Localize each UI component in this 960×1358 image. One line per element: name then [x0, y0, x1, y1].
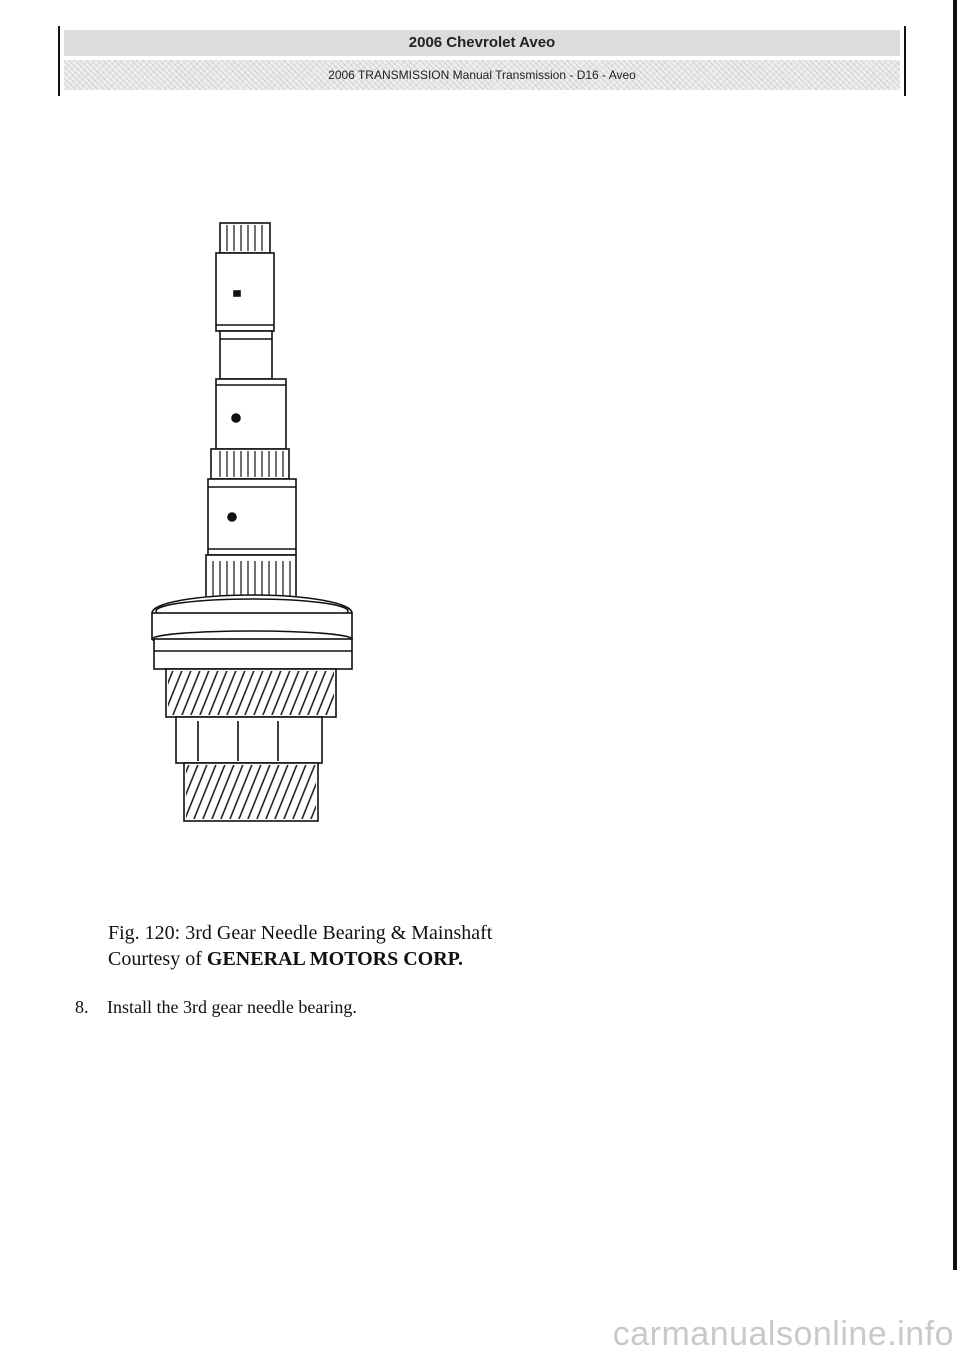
- figure-caption: Fig. 120: 3rd Gear Needle Bearing & Mainshaft: [108, 922, 493, 944]
- header-subtitle: 2006 TRANSMISSION Manual Transmission - D16 - Aveo: [64, 60, 900, 90]
- courtesy-prefix: Courtesy of: [108, 948, 202, 970]
- figure-courtesy: [108, 946, 492, 972]
- step-text: Install the 3rd gear needle bearing.: [107, 997, 357, 1017]
- step-number: 8.: [75, 997, 89, 1017]
- site-watermark: carmanualsonline.info: [612, 1315, 954, 1353]
- figure-caption-block: [108, 920, 492, 972]
- mainshaft-illustration: [148, 215, 358, 825]
- header-right-rule: [904, 26, 906, 96]
- courtesy-company: GENERAL MOTORS CORP.: [206, 948, 464, 970]
- page-right-border: [953, 0, 957, 1270]
- mainshaft-drawing: [148, 215, 358, 825]
- header-left-rule: [58, 26, 60, 96]
- header-title: 2006 Chevrolet Aveo: [64, 30, 900, 56]
- document-header: [58, 26, 906, 96]
- procedure-step: [75, 995, 357, 1019]
